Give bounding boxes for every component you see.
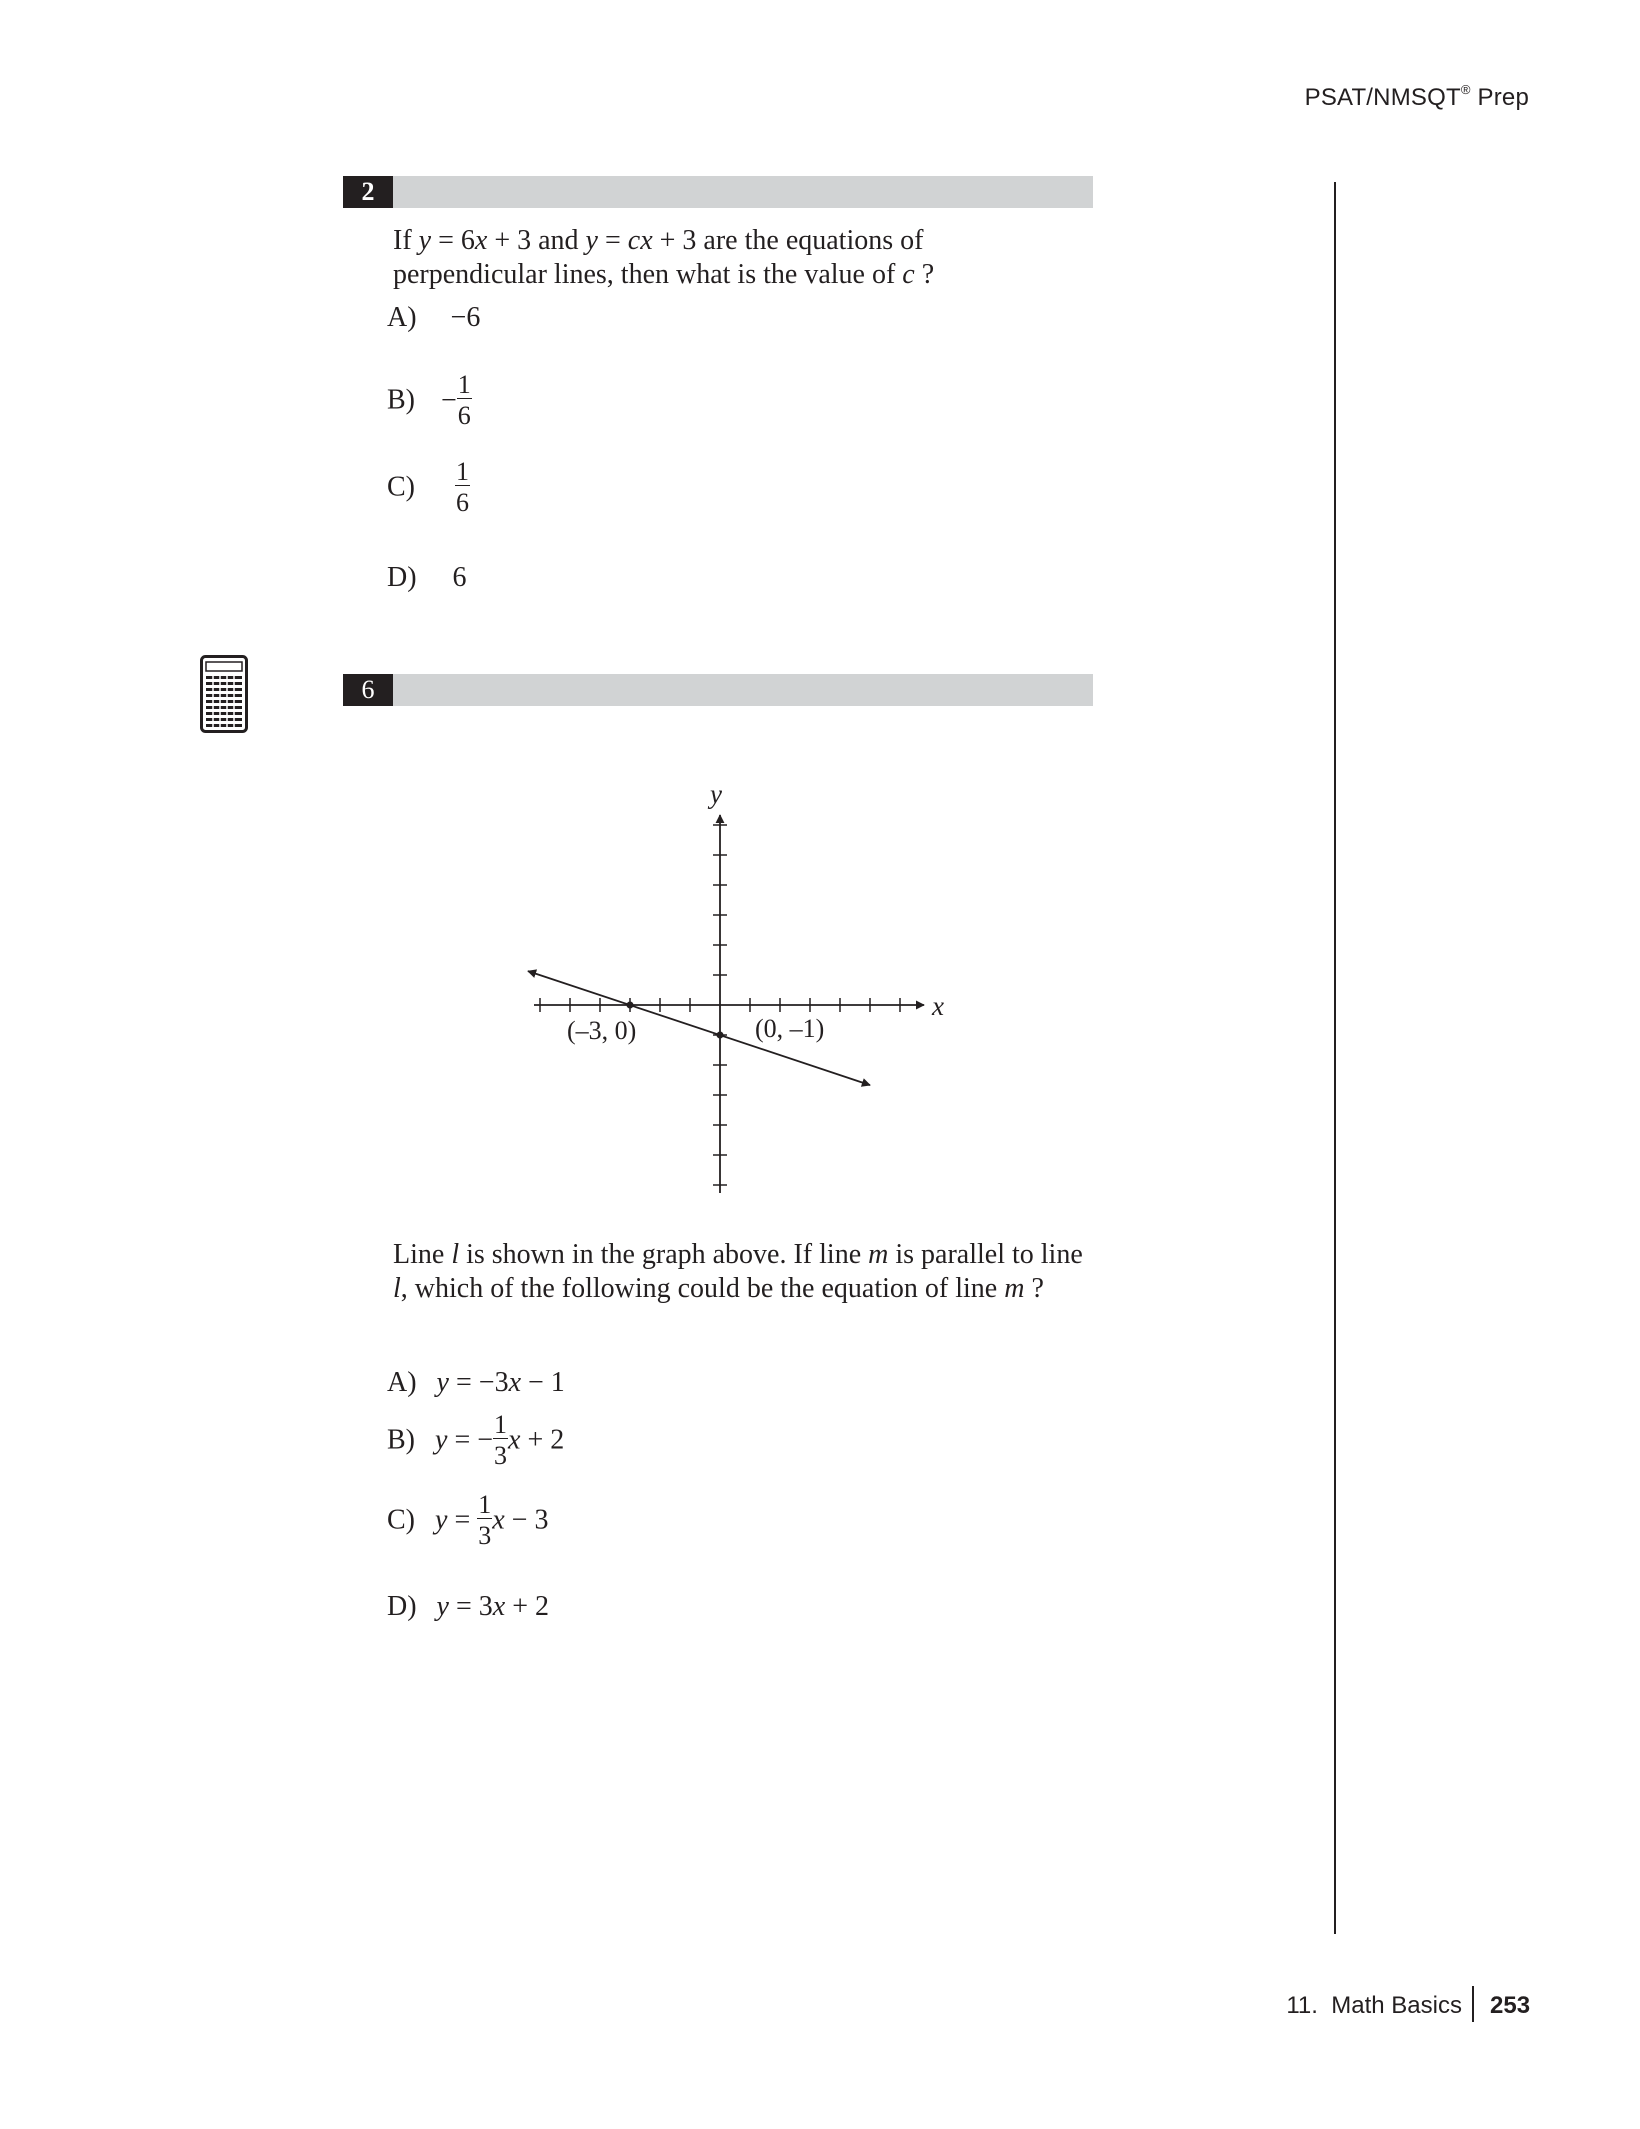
q2-option-c[interactable] <box>387 459 470 516</box>
page-number: 253 <box>1490 1992 1531 2019</box>
question-6-stem-line-1: Line l is shown in the graph above. If line m is parallel to line <box>393 1239 1083 1270</box>
running-header <box>1305 84 1529 112</box>
question-2-stem-line-1: If y = 6x + 3 and y = cx + 3 are the equations of <box>393 225 924 256</box>
question-bar-2 <box>343 176 1093 208</box>
q2-option-b-fraction: $\frac{1}{6}$ <box>457 370 471 430</box>
q6-option-a[interactable]: A) y = −3x − 1 <box>387 1367 565 1398</box>
coordinate-graph <box>520 775 960 1215</box>
q6-option-d[interactable]: D) y = 3x + 2 <box>387 1591 550 1622</box>
q2-option-b-sign: − <box>441 384 457 416</box>
q6-option-c[interactable]: C) y = $\frac{1}{3}$ x − 3 <box>387 1490 549 1550</box>
q6-option-b-letter: B) <box>387 1424 415 1456</box>
q6-option-c-fraction: $\frac{1}{3}$ <box>478 1490 492 1550</box>
q6-option-a-letter: A) <box>387 1367 417 1398</box>
q6-option-b-fraction: $\frac{1}{3}$ <box>494 1410 508 1470</box>
q2-option-d-value: 6 <box>452 562 467 593</box>
question-bar-6 <box>343 674 1093 706</box>
q2-option-a[interactable] <box>387 301 480 335</box>
point-neg3-0 <box>627 1002 634 1009</box>
y-axis-label: y <box>710 779 722 809</box>
question-6-stem <box>393 1238 1133 1306</box>
question-number-6: 6 <box>343 674 393 706</box>
running-title: PSAT/NMSQT <box>1304 84 1461 111</box>
q6-option-c-letter: C) <box>387 1504 415 1536</box>
chapter-title: 11. Math Basics <box>1286 1992 1462 2019</box>
question-2-stem-line-2: perpendicular lines, then what is the value of c ? <box>393 259 935 290</box>
q2-option-d[interactable] <box>387 561 467 595</box>
running-suffix: Prep <box>1470 84 1529 111</box>
question-2-stem <box>393 224 1113 292</box>
x-axis-label: x <box>932 991 944 1021</box>
point-b-label: (0, –1) <box>755 1014 825 1043</box>
footer-separator <box>1472 1986 1474 2022</box>
q2-option-b[interactable] <box>387 372 472 429</box>
margin-rule <box>1334 182 1336 1934</box>
point-a-label: (–3, 0) <box>567 1016 637 1045</box>
q6-option-b[interactable]: B) y = − $\frac{1}{3}$ x + 2 <box>387 1410 565 1470</box>
question-6-stem-line-2: l, which of the following could be the equation of line m ? <box>393 1273 1044 1304</box>
question-number-2: 2 <box>343 176 393 208</box>
q2-option-c-fraction: $\frac{1}{6}$ <box>456 457 469 517</box>
q2-option-b-letter: B) <box>387 384 415 416</box>
calculator-icon <box>200 655 248 733</box>
q2-option-a-value: −6 <box>450 302 481 333</box>
point-0-neg1 <box>717 1032 724 1039</box>
q2-option-c-letter: C) <box>387 471 415 503</box>
q2-option-a-letter: A) <box>387 302 417 333</box>
registered-mark: ® <box>1460 82 1471 97</box>
q2-option-d-letter: D) <box>387 562 417 593</box>
q6-option-d-letter: D) <box>387 1591 417 1622</box>
